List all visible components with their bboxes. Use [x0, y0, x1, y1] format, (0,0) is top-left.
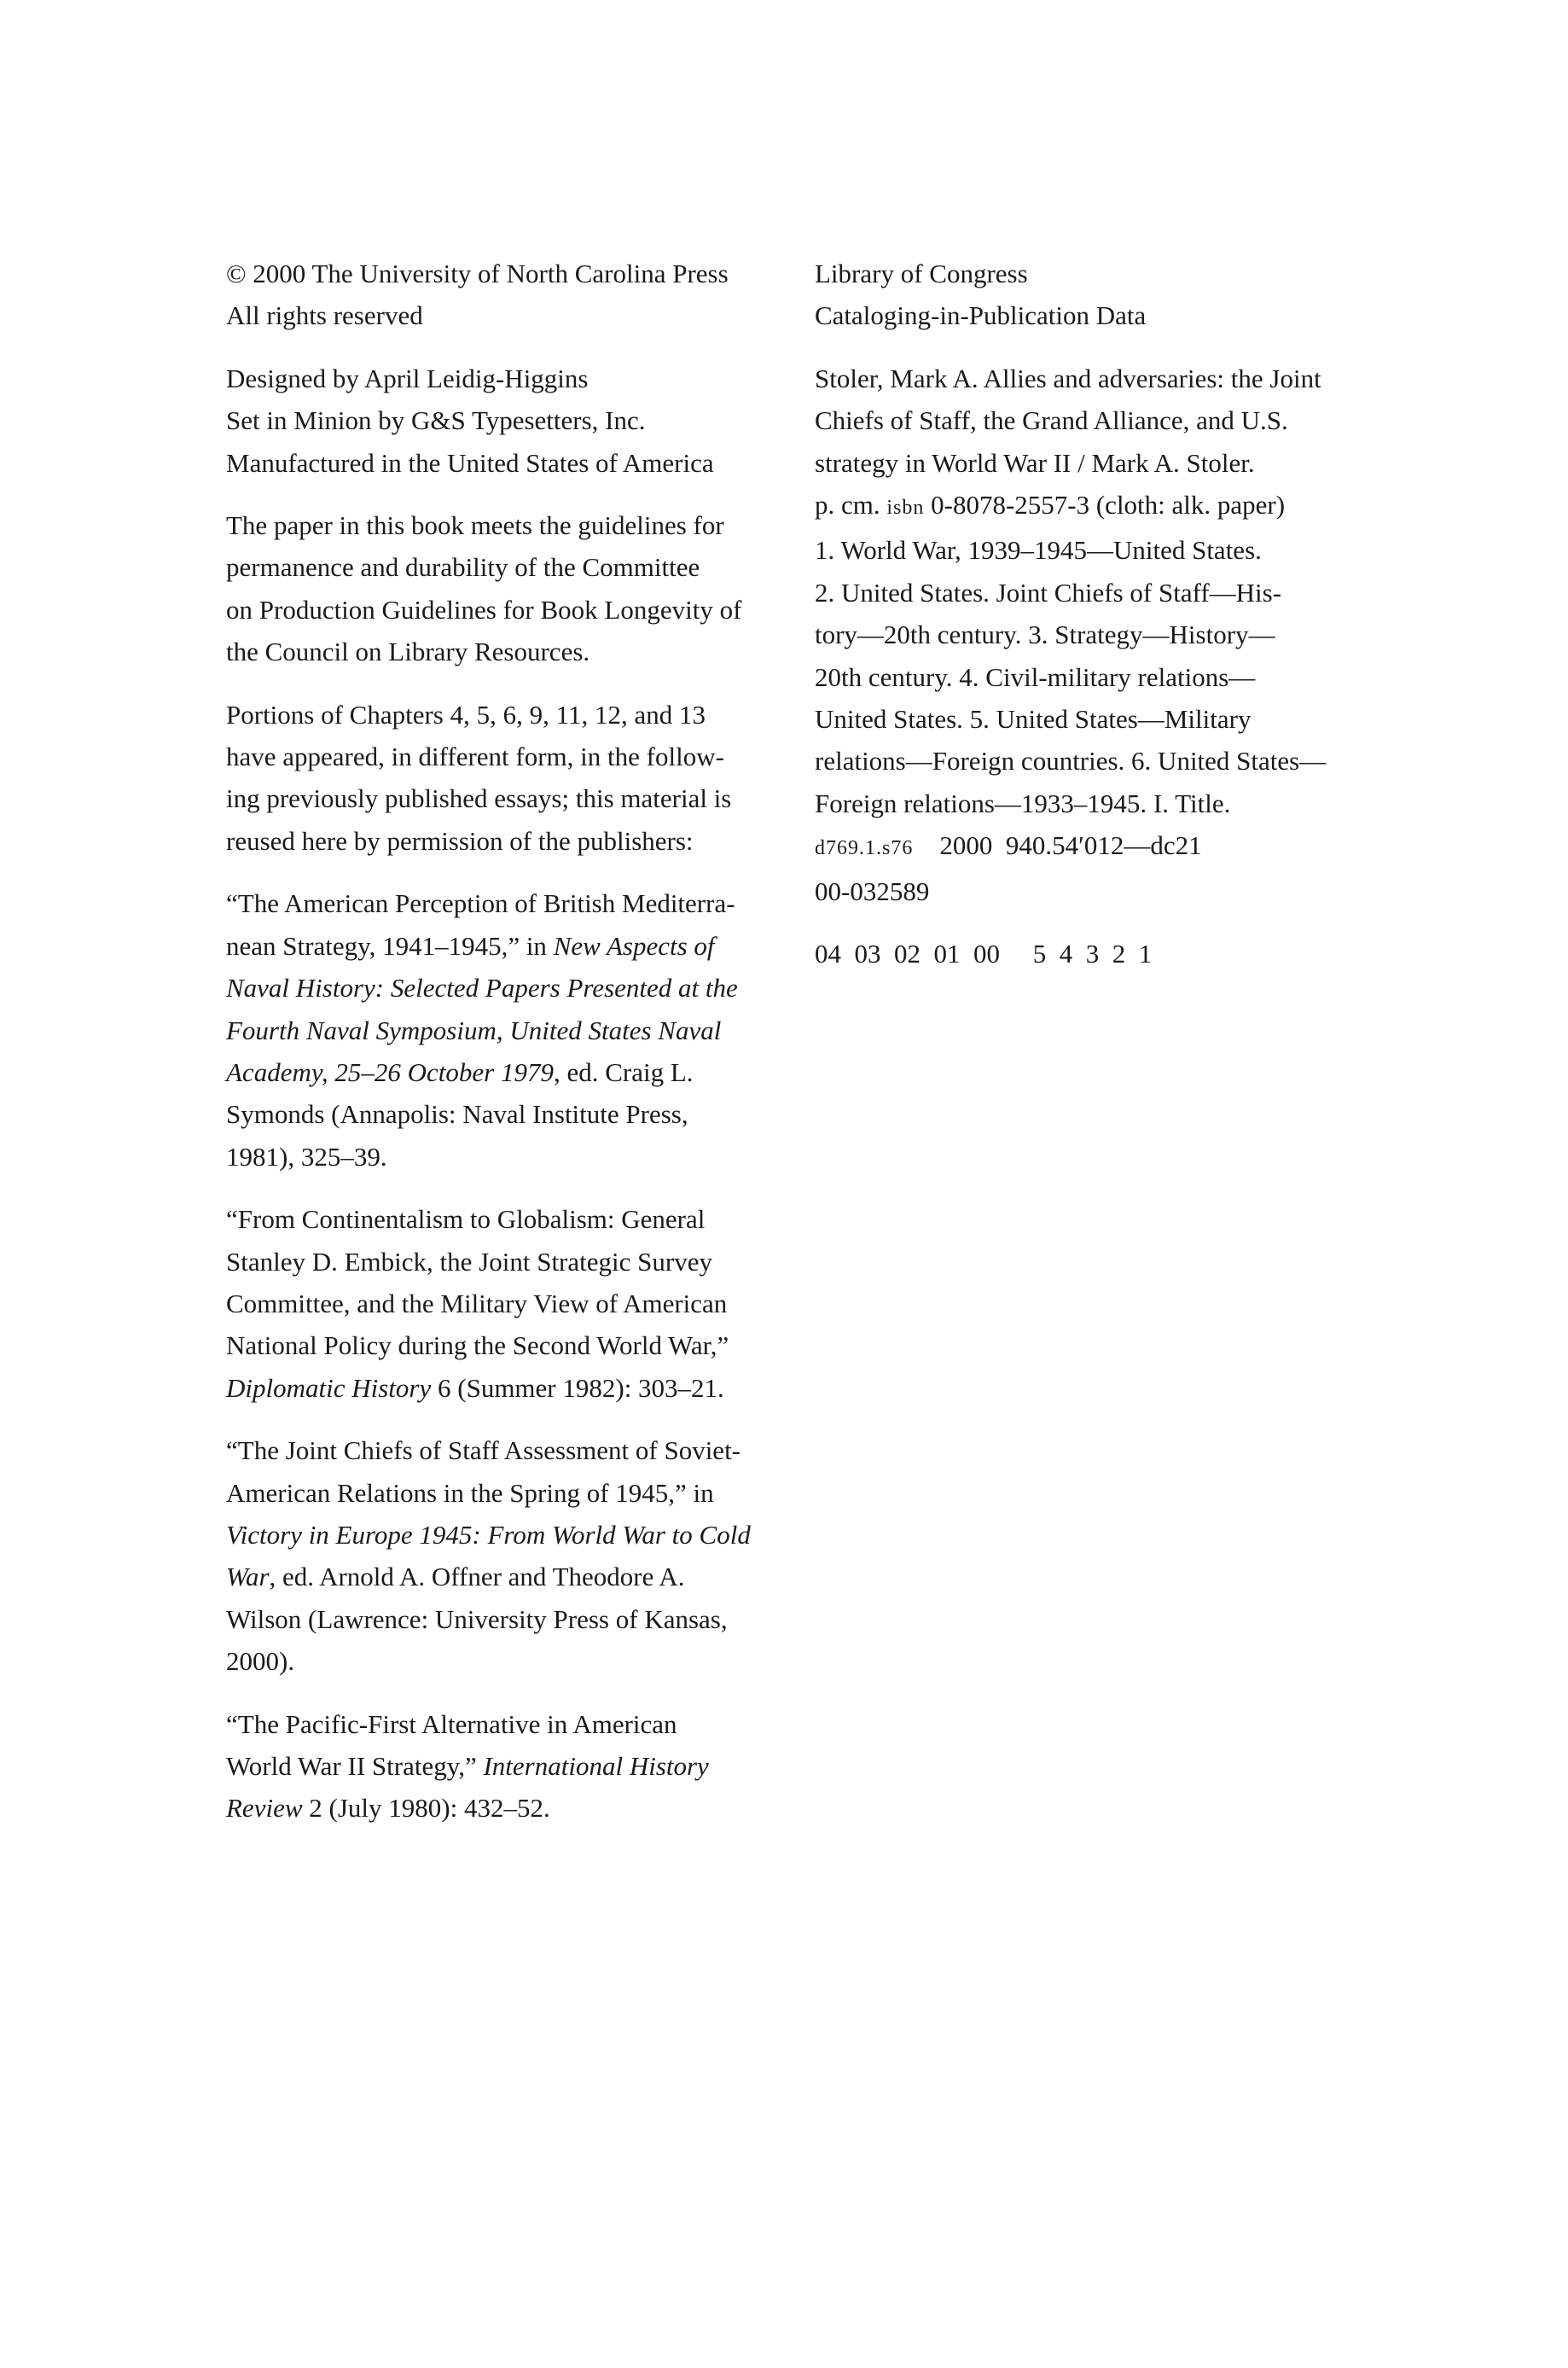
text-line: 1. World War, 1939–1945—United States. — [815, 535, 1262, 566]
text-line: relations—Foreign countries. 6. United States— — [815, 746, 1327, 777]
text-line: Committee, and the Military View of American — [226, 1288, 728, 1318]
text-line: have appeared, in different form, in the follow- — [226, 742, 724, 772]
designer-line: Designed by April Leidig-Higgins — [226, 363, 589, 393]
right-column — [815, 253, 1395, 996]
isbn-label: isbn — [886, 497, 925, 520]
printing-line — [815, 933, 1395, 975]
text-line: tory—20th century. 3. Strategy—History— — [815, 620, 1275, 650]
copyright-line: © 2000 The University of North Carolina Press — [226, 259, 729, 288]
text-line: strategy in World War II / Mark A. Stoler. — [815, 447, 1255, 478]
text-line: permanence and durability of the Committee — [226, 552, 700, 583]
text-line: Library of Congress — [815, 259, 1028, 288]
portions-note — [226, 694, 789, 863]
text-line: Stoler, Mark A. Allies and adversaries: the Joint — [815, 363, 1321, 393]
text-run: 2 (July 1980): 432–52. — [302, 1793, 550, 1824]
text-line: Foreign relations—1933–1945. I. Title. — [815, 788, 1231, 818]
text-run: World War II Strategy,” — [226, 1751, 484, 1781]
text-run: , ed. Arnold A. Offner and Theodore A. — [269, 1562, 685, 1592]
text-line: 1981), 325–39. — [226, 1141, 387, 1172]
publication-title: Naval History: Selected Papers Presented at the — [226, 973, 738, 1004]
text-line: 00-032589 — [815, 876, 930, 906]
text-line: Symonds (Annapolis: Naval Institute Press, — [226, 1099, 688, 1130]
text-line — [226, 1787, 789, 1829]
text-run: , ed. Craig L. — [553, 1056, 694, 1087]
publication-title: Review — [226, 1793, 303, 1824]
text-line: National Policy during the Second World War,” — [226, 1330, 729, 1361]
call-number: d769.1.s76 — [815, 837, 914, 860]
copyright-block — [226, 253, 789, 337]
text-line: “From Continentalism to Globalism: General — [226, 1204, 706, 1235]
text-line: 2000). — [226, 1646, 295, 1677]
text-line: the Council on Library Resources. — [226, 637, 590, 667]
publication-title: New Aspects of — [553, 930, 715, 961]
publication-title: Academy, 25–26 October 1979 — [226, 1056, 554, 1087]
text-line: 2. United States. Joint Chiefs of Staff—His- — [815, 577, 1282, 608]
manufacture-line: Manufactured in the United States of America — [226, 447, 714, 478]
text-line: Wilson (Lawrence: University Press of Kansas, — [226, 1603, 728, 1634]
publication-title: Fourth Naval Symposium, United States Naval — [226, 1015, 722, 1045]
paper-note — [226, 504, 789, 673]
text-line: Chiefs of Staff, the Grand Alliance, and U.S. — [815, 405, 1288, 436]
essay-citation-2 — [226, 1198, 789, 1409]
publication-title: Diplomatic History — [226, 1372, 432, 1403]
text-line: ing previously published essays; this material is — [226, 783, 732, 814]
publication-title: International History — [483, 1751, 709, 1781]
production-block — [226, 358, 789, 484]
text-line — [815, 824, 1395, 870]
essay-citation-3 — [226, 1429, 789, 1682]
text-line: Stanley D. Embick, the Joint Strategic Survey — [226, 1246, 712, 1277]
text-line: United States. 5. United States—Military — [815, 704, 1251, 735]
text-run: 6 (Summer 1982): 303–21. — [431, 1372, 724, 1403]
text-line — [226, 1745, 789, 1787]
text-line: Portions of Chapters 4, 5, 6, 9, 11, 12, and 13 — [226, 699, 706, 730]
text-line — [226, 1367, 789, 1409]
text-line: American Relations in the Spring of 1945,” in — [226, 1477, 714, 1508]
rights-line: All rights reserved — [226, 300, 423, 331]
text-line: “The Joint Chiefs of Staff Assessment of Soviet- — [226, 1435, 741, 1466]
cip-heading — [815, 253, 1395, 337]
publication-title: War — [226, 1562, 270, 1592]
text-line — [226, 925, 789, 967]
text-line — [815, 484, 1395, 529]
text-line: “The Pacific-First Alternative in American — [226, 1708, 677, 1739]
text-line: on Production Guidelines for Book Longevity of — [226, 594, 742, 625]
left-column — [226, 253, 789, 1850]
text-line: 20th century. 4. Civil-military relations— — [815, 661, 1256, 692]
text-line: reused here by permission of the publishers: — [226, 825, 694, 856]
text-line — [226, 1051, 789, 1093]
text-run: 0-8078-2557-3 (cloth: alk. paper) — [924, 490, 1286, 521]
text-run: p. cm. — [815, 490, 887, 521]
text-line: “The American Perception of British Mediterra- — [226, 888, 735, 919]
cip-record — [815, 358, 1395, 912]
text-line: The paper in this book meets the guidelines for — [226, 510, 724, 541]
publication-title: Victory in Europe 1945: From World War to Cold — [226, 1519, 751, 1550]
text-line — [226, 1556, 789, 1597]
essay-citation-1 — [226, 882, 789, 1178]
printing-numbers: 04 03 02 01 00 5 4 3 2 1 — [815, 939, 1153, 969]
essay-citation-4 — [226, 1703, 789, 1830]
text-line: Cataloging-in-Publication Data — [815, 300, 1147, 331]
text-run: 2000 940.54′012—dc21 — [913, 830, 1202, 861]
text-run: nean Strategy, 1941–1945,” in — [226, 930, 554, 961]
typesetter-line: Set in Minion by G&S Typesetters, Inc. — [226, 405, 646, 436]
